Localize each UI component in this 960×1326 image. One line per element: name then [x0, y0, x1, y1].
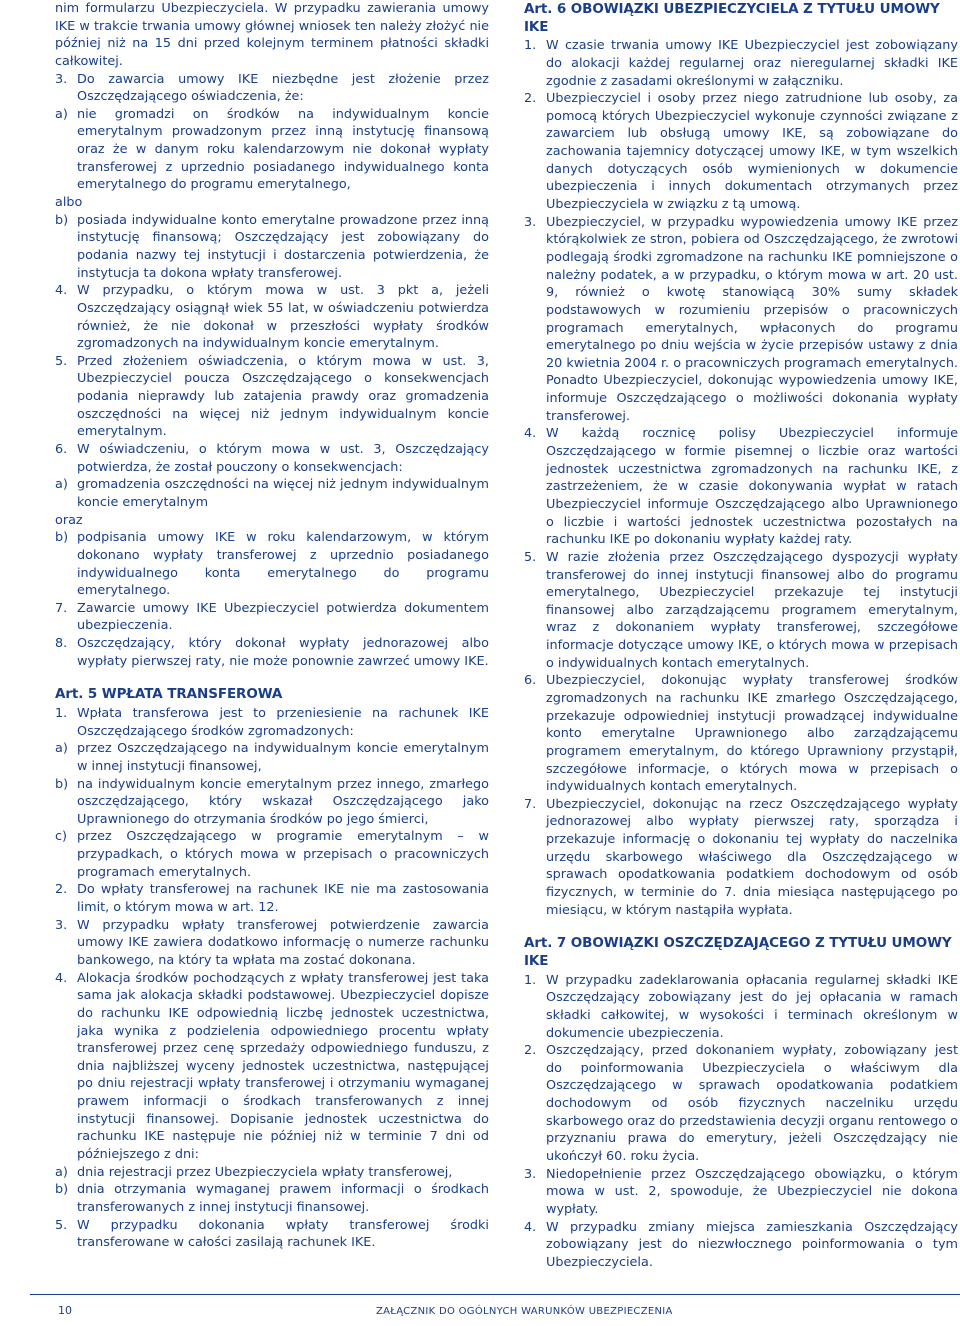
- clause-number: 3.: [55, 71, 68, 87]
- clause-number: 6.: [524, 673, 537, 689]
- clause-number: 1.: [524, 38, 537, 54]
- clause-number: 5.: [524, 549, 537, 565]
- numbered-clause: [55, 970, 489, 1164]
- clause-number: 3.: [55, 917, 68, 933]
- clause-text: W przypadku wpłaty transferowej potwierdzenie zawarcia umowy IKE zawiera dodatkowo informację o numerze rachunku bankowego, na który ta wpłata ma zostać dokonana.: [77, 917, 489, 968]
- clause-number: b): [55, 776, 69, 792]
- clause-number: a): [55, 477, 68, 493]
- clause-number: 2.: [524, 1043, 537, 1059]
- clause-text: na indywidualnym koncie emerytalnym przez innego, zmarłego oszczędzającego, który wskazał Oszczędzającego jako Uprawnionego do otrzymania środków po jego śmierci,: [77, 776, 489, 827]
- clause-text: Alokacja środków pochodzących z wpłaty transferowej jest taka sama jak alokacja składki podstawowej. Ubezpieczyciel dopisze do rachunku IKE odpowiednią liczbę jednostek uczestnictwa, jaka wynika z podzielenia odpowiedniego procentu wpłaty transferowej przez cenę sprzedaży odpowiedniego funduszu, z dnia najbliższej wyceny jednostek uczestnictwa, następującej po dniu rejestracji wpłaty transferowej i otrzymaniu wymaganej prawem informacji o środkach transferowanych z innej instytucji finansowej. Dopisanie jednostek uczestnictwa do rachunku IKE następuje nie później niż w terminie 7 dni od późniejszego z dni:: [77, 970, 489, 1162]
- article-heading: Art. 6 OBOWIĄZKI UBEZPIECZYCIELA Z TYTUŁU UMOWY IKE: [524, 1, 940, 35]
- clause-text: dnia rejestracji przez Ubezpieczyciela wpłaty transferowej,: [77, 1164, 453, 1180]
- numbered-clause: [55, 705, 489, 740]
- clause-number: 4.: [524, 1219, 537, 1235]
- numbered-clause: [524, 425, 958, 548]
- clause-number: b): [55, 212, 69, 228]
- numbered-clause: [55, 828, 489, 881]
- clause-text: W razie złożenia przez Oszczędzającego dyspozycji wypłaty transferowej do innej instytucji finansowej albo do programu emerytalnego, Ubezpieczyciel przekazuje tej instytucji finansowej albo zarządzającemu programem emerytalnym, wraz z dokonaniem wypłaty transferowej, szczegółowe informacje dotyczące umowy IKE, o których mowa w przepisach o indywidualnych kontach emerytalnych.: [546, 549, 958, 671]
- clause-text: Przed złożeniem oświadczenia, o którym mowa w ust. 3, Ubezpieczyciel poucza Oszczędzającego o konsekwencjach podania nieprawdy lub zatajenia prawdy oraz gromadzenia oszczędności na więcej niż jednym indywidualnym koncie emerytalnym.: [77, 353, 489, 440]
- clause-text: W przypadku zmiany miejsca zamieszkania Oszczędzający zobowiązany jest do niezwłocznego poinformowania o tym Ubezpieczyciela.: [546, 1219, 958, 1270]
- clause-number: b): [55, 530, 69, 546]
- numbered-clause: [55, 476, 489, 511]
- numbered-clause: [524, 37, 958, 90]
- clause-text: W przypadku dokonania wpłaty transferowej środki transferowane w całości zasilają rachunek IKE.: [77, 1217, 489, 1251]
- numbered-clause: [55, 282, 489, 353]
- clause-number: 3.: [524, 214, 537, 230]
- clause-number: c): [55, 829, 68, 845]
- clause-text: Ubezpieczyciel i osoby przez niego zatrudnione lub osoby, za pomocą których Ubezpieczyciel wykonuje czynności związane z zawarciem lub obsługą umowy IKE, są zobowiązane do zachowania tajemnicy dotyczącej umowy IKE, w tym wszelkich danych dotyczących osób wymienionych w dokumencie ubezpieczenia i innych dokumentach otrzymanych przez Ubezpieczyciela w związku z tą umową.: [546, 91, 958, 213]
- numbered-clause: [55, 635, 489, 670]
- clause-number: 5.: [55, 1217, 68, 1233]
- clause-text: przez Oszczędzającego na indywidualnym koncie emerytalnym w innej instytucji finansowej,: [77, 741, 489, 774]
- numbered-clause: [55, 881, 489, 916]
- numbered-clause: [55, 1164, 489, 1182]
- numbered-clause: [55, 1217, 489, 1252]
- article-heading: Art. 7 OBOWIĄZKI OSZCZĘDZAJĄCEGO Z TYTUŁU UMOWY IKE: [524, 935, 952, 969]
- clause-text: dnia otrzymania wymaganej prawem informacji o środkach transferowanych z innej instytucji finansowej.: [77, 1182, 489, 1215]
- numbered-clause: [524, 549, 958, 672]
- numbered-clause: [55, 212, 489, 283]
- clause-number: a): [55, 741, 68, 757]
- clause-number: 7.: [55, 600, 68, 616]
- numbered-clause: [55, 106, 489, 194]
- clause-text: Do zawarcia umowy IKE niezbędne jest złożenie przez Oszczędzającego oświadczenia, że:: [77, 71, 489, 105]
- right-column: [524, 0, 958, 1271]
- clause-text: przez Oszczędzającego w programie emerytalnym – w przypadkach, o których mowa w przepisach o pracowniczych programach emerytalnych.: [77, 829, 489, 880]
- numbered-clause: [55, 776, 489, 829]
- numbered-clause: [524, 214, 958, 426]
- clause-text: Ubezpieczyciel, w przypadku wypowiedzenia umowy IKE przez którąkolwiek ze stron, pobiera od Oszczędzającego, że zwrotowi podlegają środki zgromadzone na rachunku IKE pomniejszone o należny podatek, a w przypadku, o którym mowa w art. 20 ust. 9, również o kwotę stanowiącą 30% sumy składek podstawowych w rozumieniu przepisów o pracowniczych programach emerytalnych, wpłaconych do programu emerytalnego po dniu wejścia w życie przepisów ustawy z dnia 20 kwietnia 2004 r. o pracowniczych programach emerytalnych. Ponadto Ubezpieczyciel, dokonując wypowiedzenia umowy IKE, informuje Oszczędzającego o możliwości dokonania wypłaty transferowej.: [546, 214, 958, 424]
- clause-number: 7.: [524, 796, 537, 812]
- clause-text: Niedopełnienie przez Oszczędzającego obowiązku, o którym mowa w ust. 2, spowoduje, że Ubezpieczyciel nie dokona wypłaty.: [546, 1166, 958, 1217]
- clause-number: 6.: [55, 442, 68, 458]
- clause-number: 5.: [55, 353, 68, 369]
- page-number: 10: [58, 1304, 72, 1317]
- clause-number: 3.: [524, 1166, 537, 1182]
- footer-title: ZAŁĄCZNIK DO OGÓLNYCH WARUNKÓW UBEZPIECZENIA: [376, 1306, 673, 1317]
- numbered-clause: [524, 1042, 958, 1165]
- numbered-clause: [55, 740, 489, 775]
- numbered-clause: [524, 796, 958, 919]
- clause-text: W czasie trwania umowy IKE Ubezpieczyciel jest zobowiązany do alokacji każdej regularnej oraz nieregularnej składki IKE zgodnie z zasadami określonymi w załączniku.: [546, 38, 958, 89]
- clause-number: 2.: [524, 91, 537, 107]
- clause-number: 8.: [55, 636, 68, 652]
- clause-number: a): [55, 1164, 68, 1180]
- clause-text: posiada indywidualne konto emerytalne prowadzone przez inną instytucję finansową; Oszczędzający jest zobowiązany do podania nazwy tej instytucji i dostarczenia potwierdzenia, że instytucja ta dokona wpłaty transferowej.: [77, 212, 489, 281]
- clause-number: 4.: [524, 426, 537, 442]
- paragraph: nim formularzu Ubezpieczyciela. W przypadku zawierania umowy IKE w trakcie trwania umowy głównej wniosek ten należy złożyć nie później niż na 15 dni przed kolejnym terminem płatności składki całkowitej.: [55, 1, 489, 69]
- footer-divider: [30, 1294, 960, 1295]
- numbered-clause: [55, 529, 489, 600]
- clause-text: podpisania umowy IKE w roku kalendarzowym, w którym dokonano wypłaty transferowej z uprzednio posiadanego indywidualnego konta emerytalnego do programu emerytalnego.: [77, 530, 489, 599]
- clause-text: Wpłata transferowa jest to przeniesienie na rachunek IKE Oszczędzającego środków zgromadzonych:: [77, 705, 489, 739]
- numbered-clause: [55, 917, 489, 970]
- numbered-clause: [524, 672, 958, 795]
- clause-text: W oświadczeniu, o którym mowa w ust. 3, Oszczędzający potwierdza, że został pouczony o konsekwencjach:: [77, 442, 489, 475]
- article-heading: Art. 5 WPŁATA TRANSFEROWA: [55, 686, 283, 703]
- clause-text: W każdą rocznicę polisy Ubezpieczyciel informuje Oszczędzającego w formie pisemnej o liczbie oraz wartości jednostek uczestnictwa zgromadzonych na rachunku IKE, z zastrzeżeniem, że w czasie dokonywania wypłat w ratach Ubezpieczyciel informuje Oszczędzającego albo Uprawnionego o liczbie i wartości jednostek uczestnictwa pozostałych na rachunku IKE po dokonaniu wypłaty każdej raty.: [546, 426, 958, 548]
- clause-text: Ubezpieczyciel, dokonując wypłaty transferowej środków zgromadzonych na rachunku IKE zmarłego Oszczędzającego, przekazuje odpowiedniej instytucji prowadzącej indywidualne konto emerytalne Uprawnionego albo zarządzającemu programem emerytalnym, do którego Uprawniony przystąpił, szczegółowe informacje, o których mowa w przepisach o indywidualnych kontach emerytalnych.: [546, 673, 958, 795]
- clause-text: W przypadku, o którym mowa w ust. 3 pkt a, jeżeli Oszczędzający osiągnął wiek 55 lat, w oświadczeniu potwierdza również, że nie dokonał w przeszłości wypłaty środków zgromadzonych na indywidualnym koncie emerytalnym.: [77, 283, 489, 352]
- numbered-clause: [55, 600, 489, 635]
- numbered-clause: [55, 441, 489, 476]
- clause-number: 1.: [524, 972, 537, 988]
- clause-number: 2.: [55, 882, 68, 898]
- clause-number: a): [55, 106, 68, 122]
- clause-number: 4.: [55, 283, 68, 299]
- clause-text: Zawarcie umowy IKE Ubezpieczyciel potwierdza dokumentem ubezpieczenia.: [77, 600, 489, 634]
- paragraph: oraz: [55, 512, 83, 528]
- clause-number: 4.: [55, 970, 68, 986]
- numbered-clause: [55, 71, 489, 106]
- numbered-clause: [55, 1181, 489, 1216]
- paragraph: albo: [55, 195, 83, 211]
- clause-text: Do wpłaty transferowej na rachunek IKE nie ma zastosowania limit, o którym mowa w art. 12.: [77, 882, 489, 916]
- clause-text: Ubezpieczyciel, dokonując na rzecz Oszczędzającego wypłaty jednorazowej albo wypłaty pierwszej raty, sporządza i przekazuje informację o dokonaniu tej wypłaty do naczelnika urzędu skarbowego właściwego dla Oszczędzającego w sprawach opodatkowania podatkiem dochodowym od osób fizycznych, w terminie do 7. dnia miesiąca następującego po miesiącu, w którym nastąpiła wypłata.: [546, 796, 958, 918]
- numbered-clause: [524, 972, 958, 1043]
- clause-text: gromadzenia oszczędności na więcej niż jednym indywidualnym koncie emerytalnym: [77, 477, 489, 510]
- clause-text: Oszczędzający, przed dokonaniem wypłaty, zobowiązany jest do poinformowania Ubezpieczyciela o właściwym dla Oszczędzającego w sprawach opodatkowania podatkiem dochodowym od osób fizycznych naczelniku urzędu skarbowego oraz do przedstawienia decyzji organu rentowego o przyznaniu prawa do emerytury, jeżeli Oszczędzający nie ukończył 60. roku życia.: [546, 1043, 958, 1164]
- clause-text: nie gromadzi on środków na indywidualnym koncie emerytalnym prowadzonym przez inną instytucję finansową oraz że w danym roku kalendarzowym nie dokonał wypłaty transferowej z uprzednio posiadanego indywidualnego konta emerytalnego do programu emerytalnego,: [77, 106, 489, 193]
- numbered-clause: [524, 1219, 958, 1272]
- clause-text: W przypadku zadeklarowania opłacania regularnej składki IKE Oszczędzający zobowiązany jest do jej opłacania w ramach składki całkowitej, w wysokości i terminach określonym w dokumencie ubezpieczenia.: [546, 972, 958, 1041]
- clause-number: 1.: [55, 705, 68, 721]
- left-column: [55, 0, 489, 1252]
- numbered-clause: [524, 1166, 958, 1219]
- clause-text: Oszczędzający, który dokonał wypłaty jednorazowej albo wypłaty pierwszej raty, nie może ponownie zawrzeć umowy IKE.: [77, 636, 489, 669]
- clause-number: b): [55, 1182, 69, 1198]
- numbered-clause: [524, 90, 958, 213]
- numbered-clause: [55, 353, 489, 441]
